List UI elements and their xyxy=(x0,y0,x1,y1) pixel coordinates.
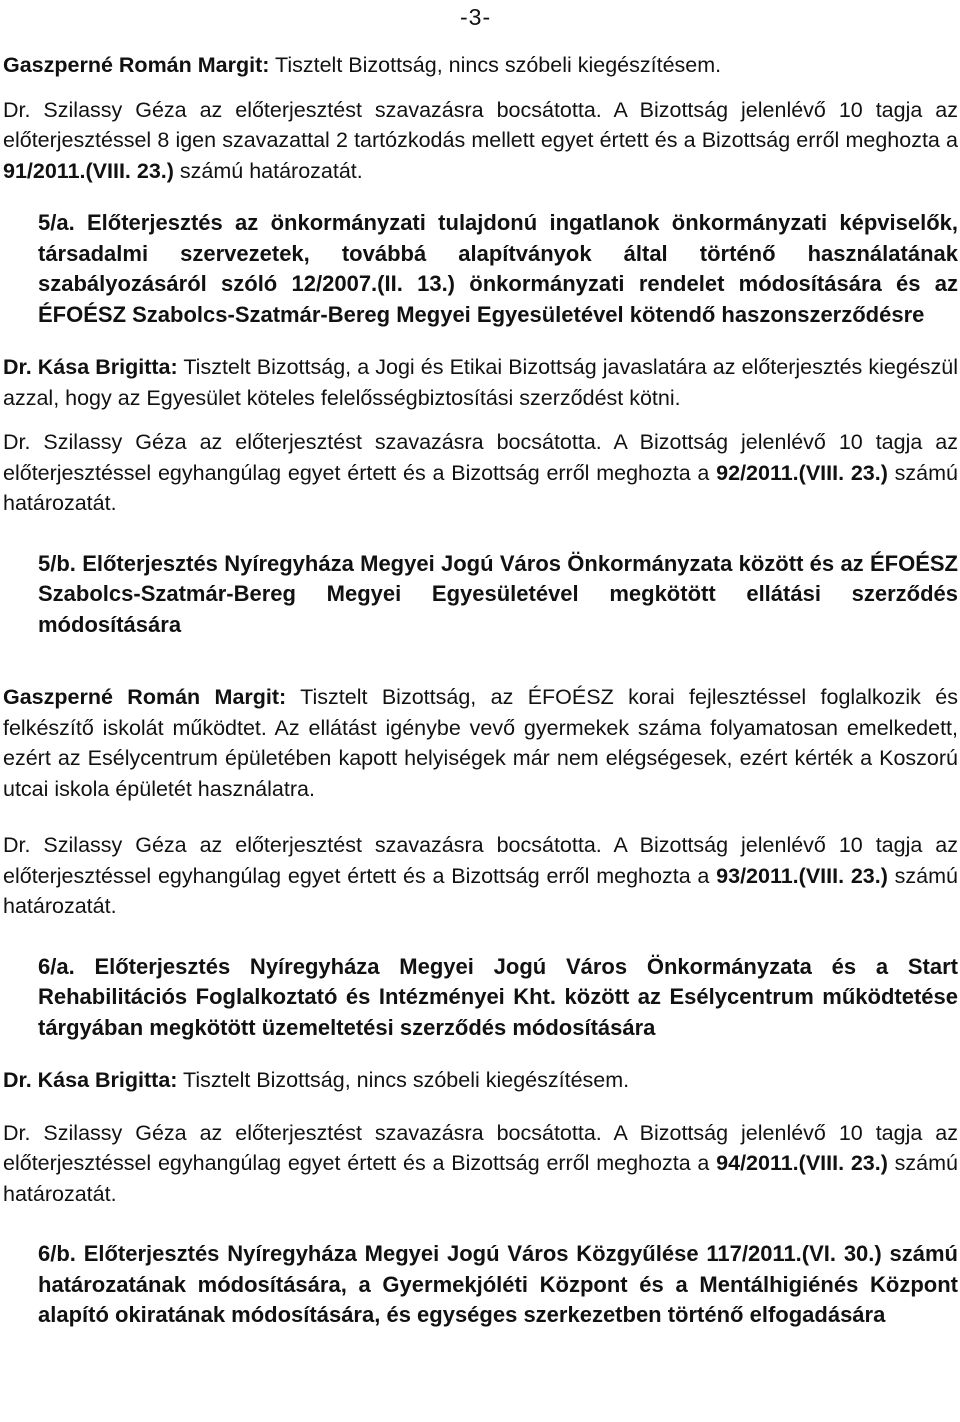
page-number: -3- xyxy=(460,4,492,30)
decision-number: 91/2011.(VIII. 23.) xyxy=(3,158,174,183)
statement-text: Tisztelt Bizottság, a Jogi és Etikai Bizottság javaslatára az előterjesztés kiegészül azzal, hogy az Egyesület köteles felelősségbiztosítási szerződést kötni. xyxy=(3,355,958,410)
speaker-name: Dr. Kása Brigitta: xyxy=(3,1068,178,1092)
document-body xyxy=(3,50,958,1331)
vote-text: Dr. Szilassy Géza az előterjesztést szavazásra bocsátotta. A Bizottság jelenlévő 10 tagja az előterjesztéssel egyhangúlag egyet értett és a Bizottság erről meghozta a xyxy=(3,430,958,485)
agenda-heading-5b: 5/b. Előterjesztés Nyíregyháza Megyei Jogú Város Önkormányzata között és az ÉFOÉSZ Szabolcs-Szatmár-Bereg Megyei Egyesületével megkötött ellátási szerződés módosítására xyxy=(38,550,958,637)
paragraph-speaker-statement xyxy=(3,352,958,413)
paragraph-vote-result xyxy=(3,830,958,922)
paragraph-speaker-statement xyxy=(3,682,958,804)
speaker-name: Gaszperné Román Margit: xyxy=(3,685,287,709)
statement-text: Tisztelt Bizottság, az ÉFOÉSZ korai fejlesztéssel foglalkozik és felkészítő iskolát működtet. Az ellátást igénybe vevő gyermekek száma folyamatosan emelkedett, ezért az Esélycentrum épületében kapott helyiségek már nem elégségesek, ezért kérték a Koszorú utcai iskola épületét használatra. xyxy=(3,685,958,801)
vote-text: Dr. Szilassy Géza az előterjesztést szavazásra bocsátotta. A Bizottság jelenlévő 10 tagja az előterjesztéssel egyhangúlag egyet értett és a Bizottság erről meghozta a xyxy=(3,833,958,888)
vote-text: Dr. Szilassy Géza az előterjesztést szavazásra bocsátotta. A Bizottság jelenlévő 10 tagja az előterjesztéssel egyhangúlag egyet értett és a Bizottság erről meghozta a xyxy=(3,1120,958,1175)
paragraph-vote-result xyxy=(3,1118,958,1210)
decision-number: 93/2011.(VIII. 23.) xyxy=(716,863,888,888)
speaker-name: Dr. Kása Brigitta: xyxy=(3,355,178,379)
paragraph-speaker-statement xyxy=(3,50,958,81)
paragraph-vote-result xyxy=(3,427,958,519)
decision-number: 92/2011.(VIII. 23.) xyxy=(716,460,888,485)
agenda-heading-5a: 5/a. Előterjesztés az önkormányzati tulajdonú ingatlanok önkormányzati képviselők, társadalmi szervezetek, továbbá alapítványok által történő használatának szabályozásáról szóló 12/2007.(II. 13.) önkormányzati rendelet módosítására és az ÉFOÉSZ Szabolcs-Szatmár-Bereg Megyei Egyesületével kötendő haszonszerződésre xyxy=(38,210,958,327)
speaker-name: Gaszperné Román Margit: xyxy=(3,53,270,77)
vote-tail: számú határozatát. xyxy=(3,1151,958,1206)
agenda-heading-6b: 6/b. Előterjesztés Nyíregyháza Megyei Jogú Város Közgyűlése 117/2011.(VI. 30.) számú határozatának módosítására, a Gyermekjóléti Központ és a Mentálhigiénés Központ alapító okiratának módosítására, és egységes szerkezetben történő elfogadására xyxy=(38,1241,958,1327)
vote-tail: számú határozatát. xyxy=(3,460,958,515)
agenda-heading-6a: 6/a. Előterjesztés Nyíregyháza Megyei Jogú Város Önkormányzata és a Start Rehabilitációs Foglalkoztató és Intézményei Kht. között az Esélycentrum működtetése tárgyában megkötött üzemeltetési szerződés módosítására xyxy=(38,953,958,1040)
vote-tail: számú határozatát. xyxy=(173,158,363,183)
decision-number: 94/2011.(VIII. 23.) xyxy=(716,1151,888,1175)
vote-text: Dr. Szilassy Géza az előterjesztést szavazásra bocsátotta. A Bizottság jelenlévő 10 tagja az előterjesztéssel 8 igen szavazattal 2 tartózkodás mellett egyet értett és a Bizottság erről meghozta a xyxy=(3,97,958,152)
statement-text: Tisztelt Bizottság, nincs szóbeli kiegészítésem. xyxy=(177,1068,630,1092)
statement-text: Tisztelt Bizottság, nincs szóbeli kiegészítésem. xyxy=(269,53,722,77)
paragraph-speaker-statement xyxy=(3,1065,958,1096)
paragraph-vote-result xyxy=(3,95,958,187)
vote-tail: számú határozatát. xyxy=(3,863,958,918)
